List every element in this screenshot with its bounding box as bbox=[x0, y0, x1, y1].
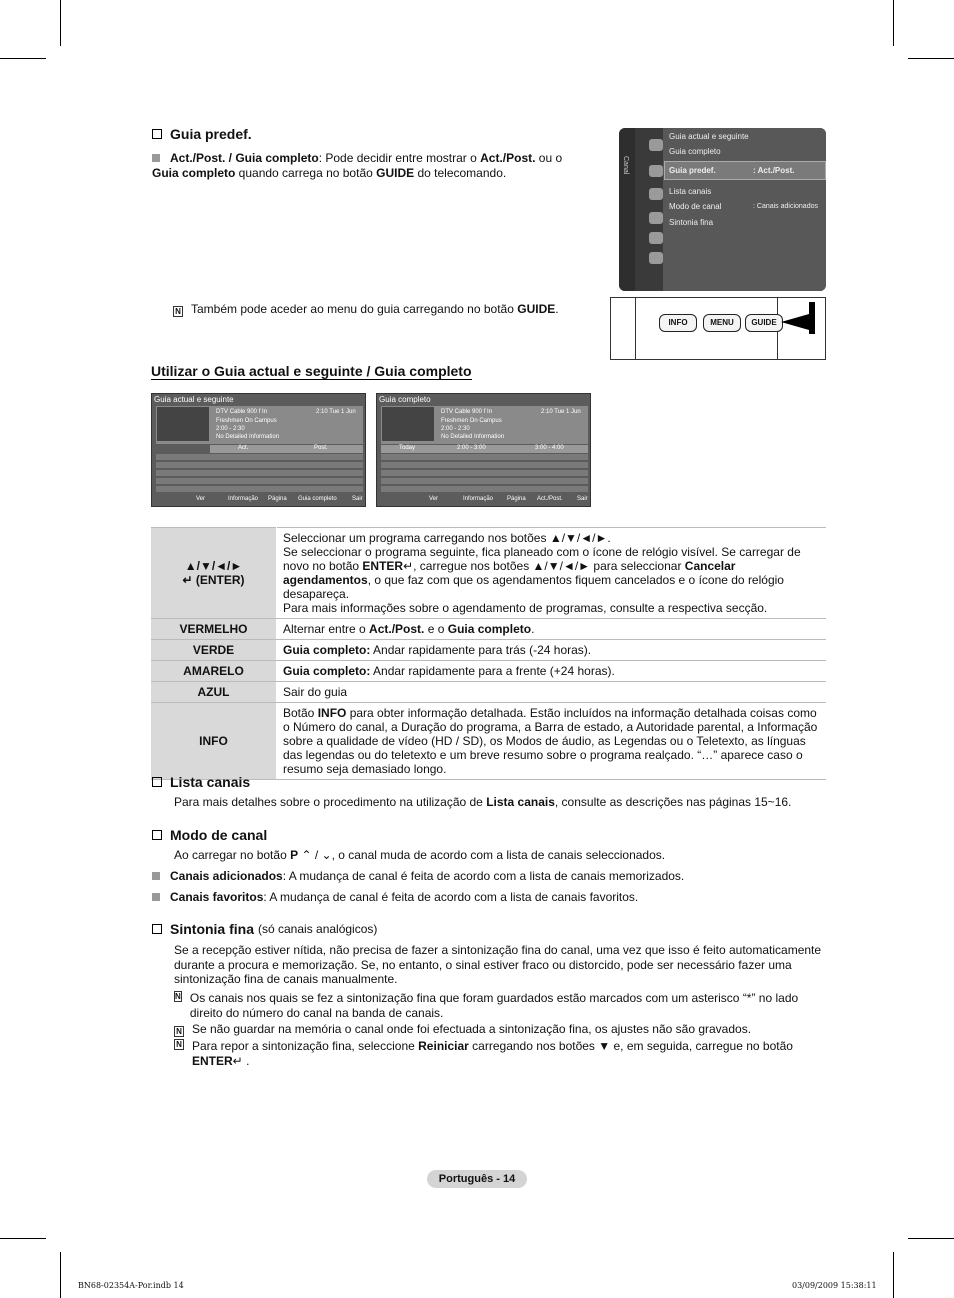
setup-icon bbox=[649, 188, 663, 200]
table-row bbox=[151, 661, 826, 682]
epg-detail: No Detailed Information bbox=[216, 434, 280, 440]
crop-mark bbox=[0, 58, 46, 59]
enter-icon: ↵ bbox=[403, 559, 414, 573]
epg-info-panel bbox=[381, 406, 588, 444]
epg-row[interactable] bbox=[156, 470, 363, 476]
key-cell: VERDE bbox=[151, 640, 277, 661]
sintonia-note: N Se não guardar na memória o canal onde foi efectuada a sintonização fina, os ajustes não são gravados. bbox=[174, 1022, 824, 1037]
epg-row[interactable] bbox=[381, 462, 588, 468]
epg-foot-view: Ver bbox=[429, 496, 439, 502]
epg-foot-view: Ver bbox=[196, 496, 206, 502]
epg-header bbox=[210, 445, 363, 453]
bullet-square-icon bbox=[152, 154, 160, 162]
desc-cell: Botão INFO para obter informação detalhada. Estão incluídos na informação detalhada coisas como o Número do canal, a Duração do programa, a Barra de estado, a Autoridade parental, a Informação sobre a qualidade de vídeo (HD / SD), os Modos de áudio, as Legendas ou o Teletexto, as línguas das legendas ou do teletexto e um breve resumo sobre o programa realçado. “…” aparece caso o resumo seja demasiado longo. bbox=[277, 703, 827, 780]
desc-cell: Sair do guia bbox=[277, 682, 827, 703]
epg-footer bbox=[381, 496, 588, 504]
epg-foot-info: Informação bbox=[463, 496, 494, 502]
epg-program: Freshmen On Campus bbox=[216, 418, 277, 424]
epg-row[interactable] bbox=[381, 454, 588, 460]
picture-icon bbox=[649, 139, 663, 151]
modo-canal-bullet: Canais favoritos: A mudança de canal é feita de acordo com a lista de canais favoritos. bbox=[152, 890, 824, 905]
section-title-modo-canal: Modo de canal bbox=[152, 827, 267, 843]
epg-detail: No Detailed Information bbox=[441, 434, 505, 440]
epg-now-next-screenshot bbox=[151, 393, 366, 507]
epg-slot: 2:00 - 2:30 bbox=[441, 426, 470, 432]
epg-row[interactable] bbox=[381, 470, 588, 476]
epg-row[interactable] bbox=[156, 454, 363, 460]
epg-program: Freshmen On Campus bbox=[441, 418, 502, 424]
file-name: BN68-02354A-Por.indb 14 bbox=[78, 1281, 184, 1290]
checkbox-icon bbox=[152, 830, 162, 840]
bullet-square-icon bbox=[152, 872, 160, 880]
menu-item[interactable]: Sintonia fina bbox=[669, 218, 714, 227]
epg-col-next: Post. bbox=[314, 445, 328, 451]
key-cell: VERMELHO bbox=[151, 619, 277, 640]
crop-mark bbox=[908, 1238, 954, 1239]
epg-header bbox=[381, 445, 588, 453]
channel-icon bbox=[649, 212, 663, 224]
section-title-sintonia: Sintonia fina (só canais analógicos) bbox=[152, 921, 377, 937]
epg-foot-exit: Sair bbox=[577, 496, 588, 502]
input-icon bbox=[649, 232, 663, 244]
menu-item-value: : Act./Post. bbox=[753, 166, 795, 175]
checkbox-icon bbox=[152, 129, 162, 139]
epg-col-slot2: 3:00 - 4:00 bbox=[535, 445, 564, 451]
checkbox-icon bbox=[152, 924, 162, 934]
sound-icon bbox=[649, 165, 663, 177]
pointer-bar bbox=[809, 302, 815, 334]
section-title-guia-predef: Guia predef. bbox=[152, 126, 252, 142]
note-icon: N bbox=[174, 1039, 184, 1050]
epg-full-guide-screenshot bbox=[376, 393, 591, 507]
key-cell: AZUL bbox=[151, 682, 277, 703]
menu-item[interactable]: Guia actual e seguinte bbox=[669, 132, 749, 141]
modo-canal-bullet: Canais adicionados: A mudança de canal é feita de acordo com a lista de canais memorizados. bbox=[152, 869, 824, 884]
checkbox-icon bbox=[152, 777, 162, 787]
chevron-down-icon: ⌄ bbox=[321, 848, 332, 862]
crop-mark bbox=[0, 1238, 46, 1239]
crop-mark bbox=[893, 1252, 894, 1298]
guia-predef-bullet: Act./Post. / Guia completo: Pode decidir entre mostrar o Act./Post. ou o Guia completo quando carrega no botão GUIDE do telecomando. bbox=[152, 151, 563, 180]
epg-slot: 2:00 - 2:30 bbox=[216, 426, 245, 432]
key-cell: ▲/▼/◄/► ↵ (ENTER) bbox=[151, 528, 277, 619]
desc-cell: Guia completo: Andar rapidamente para trás (-24 horas). bbox=[277, 640, 827, 661]
application-icon bbox=[649, 252, 663, 264]
crop-mark bbox=[893, 0, 894, 46]
remote-edge bbox=[635, 298, 636, 359]
epg-foot-page: Página bbox=[507, 496, 526, 502]
key-cell: INFO bbox=[151, 703, 277, 780]
epg-time: 2:10 Tue 1 Jun bbox=[541, 409, 581, 415]
enter-icon: ↵ bbox=[232, 1053, 243, 1068]
desc-cell: Alternar entre o Act./Post. e o Guia completo. bbox=[277, 619, 827, 640]
menu-item[interactable]: Guia completo bbox=[669, 147, 721, 156]
menu-item-selected[interactable]: Guia predef. bbox=[669, 166, 716, 175]
chevron-up-icon: ⌃ bbox=[301, 848, 312, 862]
table-row bbox=[151, 703, 826, 780]
epg-foot-page: Página bbox=[268, 496, 287, 502]
crop-mark bbox=[60, 1252, 61, 1298]
info-button[interactable]: INFO bbox=[659, 314, 697, 332]
table-row bbox=[151, 640, 826, 661]
channel-menu-screenshot bbox=[619, 128, 826, 291]
epg-channel: DTV Cable 900 f In bbox=[441, 409, 493, 415]
modo-canal-intro: Ao carregar no botão P ⌃ / ⌄, o canal muda de acordo com a lista de canais seleccionados. bbox=[174, 848, 666, 862]
epg-thumbnail bbox=[382, 407, 434, 441]
key-cell: AMARELO bbox=[151, 661, 277, 682]
table-row bbox=[151, 619, 826, 640]
crop-mark bbox=[60, 0, 61, 46]
epg-channel: DTV Cable 900 f In bbox=[216, 409, 268, 415]
menu-side-bar bbox=[619, 128, 635, 291]
sintonia-note: N Para repor a sintonização fina, seleccione Reiniciar carregando nos botões ▼ e, em seguida, carregue no botão ENTER↵ . bbox=[174, 1039, 824, 1068]
lista-canais-text: Para mais detalhes sobre o procedimento na utilização de Lista canais, consulte as descrições nas páginas 15~16. bbox=[174, 795, 792, 809]
epg-row[interactable] bbox=[156, 478, 363, 484]
epg-footer bbox=[156, 496, 363, 504]
menu-item-value: : Canais adicionados bbox=[753, 203, 818, 210]
section-title-lista-canais: Lista canais bbox=[152, 774, 250, 790]
table-row bbox=[151, 528, 826, 619]
epg-col-slot1: 2:00 - 3:00 bbox=[457, 445, 486, 451]
pointer-arrow-icon bbox=[781, 314, 809, 330]
epg-title: Guia actual e seguinte bbox=[154, 395, 234, 404]
sintonia-paragraph: Se a recepção estiver nítida, não precisa de fazer a sintonização fina do canal, uma vez que isso é feito automaticamente durante a procura e memorização. Se, no entanto, o sinal estiver fraco ou distorcido, pode ser necessário fazer uma sintonização fina de canais manualmente. bbox=[174, 943, 822, 986]
guide-button[interactable]: GUIDE bbox=[745, 314, 783, 332]
enter-icon: ↵ bbox=[182, 573, 196, 587]
epg-row[interactable] bbox=[381, 486, 588, 492]
sintonia-note: N Os canais nos quais se fez a sintonização fina que foram guardados estão marcados com um asterisco “*” no lado direito do número do canal na banda de canais. bbox=[175, 991, 799, 1020]
desc-cell: Seleccionar um programa carregando nos botões ▲/▼/◄/►. Se seleccionar o programa seguinte, fica planeado com o ícone de relógio visível. Se carregar de novo no botão ENTER↵, carregue nos botões ▲/▼/◄/► para seleccionar Cancelar agendamentos, o que faz com que os agendamentos fiquem cancelados e o ícone do relógio desapareça. Para mais informações sobre o agendamento de programas, consulte a respectiva secção. bbox=[277, 528, 827, 619]
epg-foot-guide: Guia completo bbox=[298, 496, 337, 502]
epg-foot-info: Informação bbox=[228, 496, 259, 502]
menu-item[interactable]: Lista canais bbox=[669, 187, 712, 196]
print-date: 03/09/2009 15:38:11 bbox=[792, 1281, 877, 1290]
remote-illustration bbox=[610, 297, 826, 360]
note-icon: N bbox=[173, 306, 183, 317]
section-subtitle: (só canais analógicos) bbox=[258, 922, 378, 936]
crop-mark bbox=[908, 58, 954, 59]
menu-item[interactable]: Modo de canal bbox=[669, 202, 722, 211]
epg-col-today: Today bbox=[399, 445, 416, 451]
epg-time: 2:10 Tue 1 Jun bbox=[316, 409, 356, 415]
section-title-utilizar: Utilizar o Guia actual e seguinte / Guia completo bbox=[151, 363, 472, 379]
epg-foot-guide: Act./Post. bbox=[537, 496, 563, 502]
epg-row[interactable] bbox=[381, 478, 588, 484]
menu-button[interactable]: MENU bbox=[703, 314, 741, 332]
page-number-badge: Português - 14 bbox=[427, 1170, 527, 1188]
epg-info-panel bbox=[156, 406, 363, 444]
guia-predef-note: N Também pode aceder ao menu do guia carregando no botão GUIDE. bbox=[173, 302, 593, 317]
table-row bbox=[151, 682, 826, 703]
note-icon: N bbox=[174, 1026, 184, 1037]
menu-side-label: Canal bbox=[622, 156, 629, 175]
bullet-square-icon bbox=[152, 893, 160, 901]
epg-title: Guia completo bbox=[379, 395, 431, 404]
desc-cell: Guia completo: Andar rapidamente para a frente (+24 horas). bbox=[277, 661, 827, 682]
epg-thumbnail bbox=[157, 407, 209, 441]
key-function-table bbox=[151, 527, 826, 780]
note-icon: N bbox=[175, 992, 181, 1001]
epg-col-now: Act. bbox=[238, 445, 249, 451]
epg-row[interactable] bbox=[156, 486, 363, 492]
epg-row[interactable] bbox=[156, 462, 363, 468]
epg-foot-exit: Sair bbox=[352, 496, 363, 502]
